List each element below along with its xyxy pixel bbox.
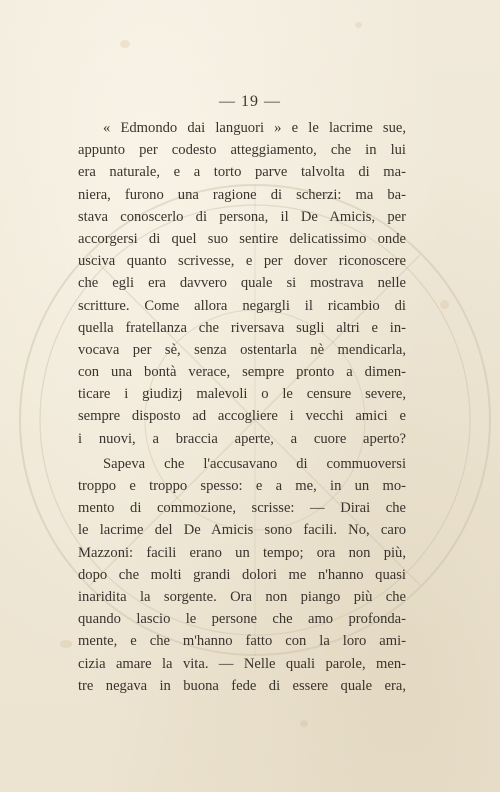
text-line: inaridita la sorgente. Ora non piango più che: [78, 588, 406, 605]
text-line: con una bontà verace, sempre pronto a dimen-: [78, 364, 406, 381]
paragraph: [78, 117, 406, 450]
text-line: stava conoscerlo di persona, il De Amicis, per: [78, 208, 406, 225]
paragraph: [78, 453, 406, 697]
text-line: mente, e che m'hanno fatto con la loro ami-: [78, 633, 406, 650]
text-line: sempre disposto ad accogliere i vecchi amici e: [78, 408, 406, 425]
text-line: troppo e troppo spesso: e a me, in un mo-: [78, 478, 406, 494]
page-number: — 19 —: [219, 93, 281, 110]
text-line: niera, furono una ragione di scherzi: ma ba-: [78, 186, 406, 203]
text-line: « Edmondo dai languori » e le lacrime sue,: [103, 120, 406, 136]
text-line: Mazzoni: facili erano un tempo; ora non più,: [78, 544, 406, 561]
text-line: ticare i giudizj malevoli o le censure severe,: [78, 386, 406, 403]
text-line: che egli era davvero quale si mostrava nelle: [78, 275, 406, 292]
text-line: i nuovi, a braccia aperte, a cuore aperto?: [78, 430, 406, 447]
text-line: usciva quanto scrivesse, e per dover riconoscere: [78, 253, 406, 270]
text-line: dopo che molti grandi dolori me n'hanno quasi: [78, 566, 406, 583]
text-line: quella fratellanza che riversava sugli altri e in-: [78, 319, 406, 336]
text-line: mento di commozione, scrisse: — Dirai che: [78, 500, 406, 517]
text-line: appunto per codesto atteggiamento, che in lui: [78, 142, 406, 159]
text-line: le lacrime del De Amicis sono facili. No, caro: [78, 522, 406, 539]
text-line: tre negava in buona fede di essere quale era,: [78, 677, 406, 694]
text-line: era naturale, e a torto parve talvolta di ma-: [78, 164, 406, 181]
text-line: quando lascio le persone che amo profonda-: [78, 611, 406, 628]
body-text: [78, 117, 406, 697]
text-line: accorgersi di quel suo sentire delicatissimo onde: [78, 230, 406, 247]
text-line: scritture. Come allora negargli il ricambio di: [78, 297, 406, 314]
text-line: vocava per sè, senza ostentarla nè mendicarla,: [78, 341, 406, 358]
text-line: cizia amare la vita. — Nelle quali parole, men-: [78, 655, 406, 672]
text-line: Sapeva che l'accusavano di commuoversi: [103, 455, 406, 472]
